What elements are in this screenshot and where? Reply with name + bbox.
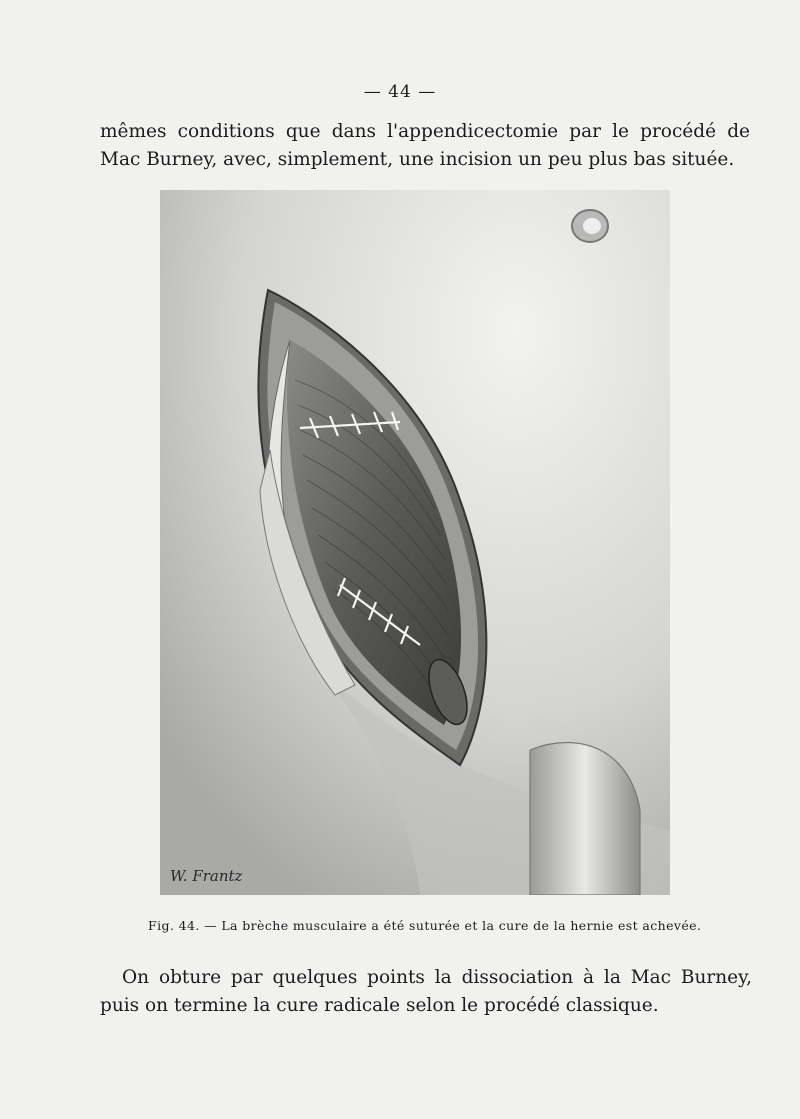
figure-caption: Fig. 44. — La brèche musculaire a été suturée et la cure de la hernie est achevée.: [148, 918, 702, 933]
paragraph-top: mêmes conditions que dans l'appendicectomie par le procédé de Mac Burney, avec, simplement, une incision un peu plus bas située.: [100, 121, 750, 170]
surgical-illustration: [160, 190, 670, 895]
page-number: — 44 —: [363, 82, 437, 102]
figure-illustration: [160, 190, 670, 895]
paragraph-bottom: On obture par quelques points la dissociation à la Mac Burney, puis on termine la cure radicale selon le procédé classique.: [100, 967, 752, 1016]
artist-signature: W. Frantz: [170, 867, 243, 885]
